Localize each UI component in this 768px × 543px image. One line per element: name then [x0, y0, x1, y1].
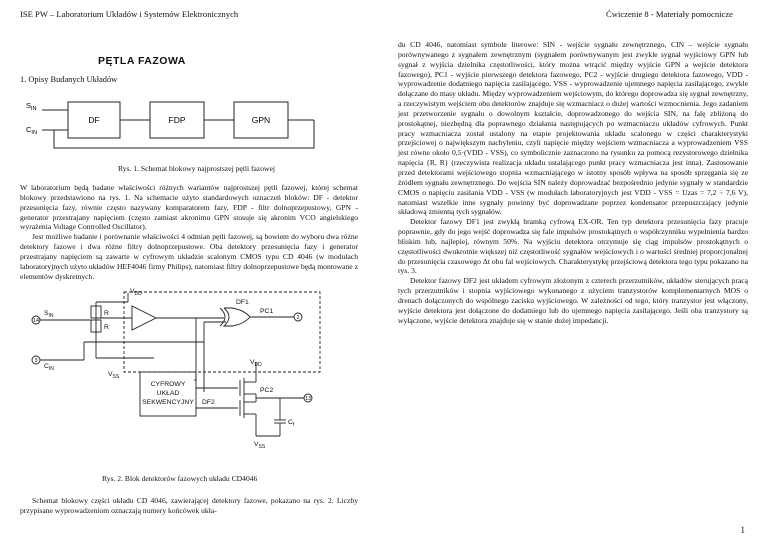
block-df: DF — [88, 115, 100, 125]
seq-line-3: SEKWENCYJNY — [142, 399, 194, 406]
figure-2-caption: Rys. 2. Blok detektorów fazowych układu CD4046 — [102, 474, 258, 483]
running-header-left: ISE PW – Laboratorium Układów i Systemów Elektronicznych — [20, 9, 239, 19]
vdd-label-mid: $V_{DD}$ — [250, 359, 262, 368]
resistor-bottom-label: R — [104, 324, 109, 331]
pc1-label: PC1 — [260, 308, 274, 315]
left-column-body — [20, 183, 358, 281]
pin-14: 14 — [32, 318, 40, 324]
paragraph-pin-description: du CD 4046, natomiast symbole literowe: SIN - wejście sygnału zewnętrznego, CIN – wejście sygnału porównywanego z sygnałem zewnętrznym (sygnałem porównywanym jest zwykle sygnał wyjściowy GPN lub sygnał z wyjścia dzielnika częstotliwości, który można wtrącić między wyjście GPN a wejście detektora fazowego), PC1 - wyjście pierwszego detektora fazowego, PC2 - wyjście drugiego detektora fazowego, VDD - wyprowadzenie dodatniego napięcia zasilającego, VSS - wyprowadzenie ujemnego napięcia zasilającego, zwykle dołączane do masy układu. Między wyprowadzeniem wejściowym, do którego doprowadza się sygnał zewnętrzny, a rzeczywistym wejściem obu detektorów znajduje się wzmacniacz o dużej wartości wzmocnienia. Jego zadaniem jest przetworzenie sygnału o dowolnym kształcie, doprowadzonego do wejścia SIN, na falę zbliżoną do prostokątnej, niezbędną dla poprawnego działania następujących po wzmacniaczu układów cyfrowych. Punkt pracy wzmacniacza został ustalony na etapie projektowania układu scalonego w części charakterystyki przejściowej o największym nachyleniu, czyli napięcie między wejściem wzmacniacza a wyprowadzeniem VSS jest równe około 0,5·(VDD - VSS), co symbolicznie zaznaczono na rysunku za pomocą rezystorowego dzielnika napięcia {R, R} (rzeczywista realizacja układu ustalającego punkt pracy wzmacniacza jest inna). Zastosowanie przed detektorami wejściowego stopnia wzmacniającego w istotny sposób wpływa na sposób sprzęgania się ze źródłem sygnału zewnętrznego. Do wejścia SIN należy doprowadzać bezpośrednio jedynie sygnały w standardzie CMOS o napięciu zasilania VDD - VSS (w modułach laboratoryjnych jest VDD - VSS = Uzas = 7,2 ÷ 7,6 V), natomiast wszelkie inne sygnały powinny być doprowadzane poprzez kondensator przepuszczający jedynie składową zmienną tych sygnałów. — [398, 40, 748, 217]
cf-label: $C_f$ — [288, 419, 295, 428]
df2-label: DF2 — [202, 399, 215, 406]
paragraph-df1: Detektor fazowy DF1 jest zwykłą bramką cyfrową EX-OR. Ten typ detektora przesunięcia fazy pracuje poprawnie, gdy do jego wejść doprowadza się fale impulsów prostokątnych o współczynniku wypełnienia bardzo bliskim lub, najlepiej, równym 50%. Na wyjściu detektora otrzymuje się ciąg impulsów prostokątnych o częstotliwości dwukrotnie większej niż częstotliwość sygnałów wejściowych i o wartości średniej proporcjonalnej do przesunięcia czasowego Δt obu fal wejściowych. Charakterystykę przejściową detektora tego typu pokazano na rys. 3. — [398, 217, 748, 276]
paragraph-figure2-ref: Schemat blokowy części układu CD 4046, zawierającej detektory fazowe, pokazano na rys. 2. Liczby przypisane wyprowadzeniom oznaczają numery końcówek ukła- — [20, 496, 358, 515]
running-header-right: Ćwiczenie 8 - Materiały pomocnicze — [606, 9, 733, 19]
sin-pin-label: $S_{IN}$ — [44, 310, 54, 319]
pc2-label: PC2 — [260, 387, 274, 394]
vss-label-left: $V_{SS}$ — [108, 371, 120, 380]
page-number: 1 — [740, 525, 745, 535]
paragraph-df2: Detektor fazowy DF2 jest układem cyfrowym złożonym z czterech przerzutników, układów sterujących pracą tych przerzutników i stopnia wyjściowego wykonanego z użyciem tranzystorów komplementarnych MOS o drenach dołączonych do wspólnego zacisku wyjściowego. W zależności od tego, który tranzystor jest włączony, wyjście detektora jest dołączone do dodatniego lub do ujemnego napięcia zasilającego. Jeśli oba tranzystory są wyłączone, wyjście detektora znajduje się w stanie dużej impedancji. — [398, 276, 748, 325]
vdd-label-top: $V_{DD}$ — [130, 288, 142, 297]
figure-2-detector-schematic — [24, 284, 354, 454]
pin-13: 13 — [304, 396, 312, 402]
seq-line-2: UKŁAD — [156, 390, 180, 397]
section-heading: 1. Opisy Budanych Układów — [20, 75, 118, 84]
right-column-body — [398, 40, 748, 325]
cin-label: $C_{IN}$ — [26, 125, 37, 136]
figure-1-block-diagram — [28, 94, 340, 154]
pin-2: 2 — [296, 315, 300, 321]
pin-3: 3 — [34, 358, 38, 364]
page-title: PĘTLA FAZOWA — [98, 55, 186, 67]
vss-label-bottom: $V_{SS}$ — [254, 441, 266, 450]
left-column-tail — [20, 496, 358, 516]
paragraph-variants: Jest możliwe badanie i porównanie właściwości 4 odmian pętli fazowej, są bowiem do wyboru dwa różne detektory fazowe i dwa różne filtry dolnoprzepustowe. Oba detektory przesunięcia fazy i generator przestrajany napięciem są zawarte w cyfrowym układzie scalonym CMOS typu CD 4046 (w modułach laboratoryjnych użyto układów HEF4046 firmy Philips), natomiast filtry dolnoprzepustowe będą montowane z elementów dyskretnych. — [20, 232, 358, 281]
paragraph-intro: W laboratorium będą badane właściwości różnych wariantów najprostszej pętli fazowej, której schemat blokowy przedstawiono na rys. 1. Na schemacie użyto standardowych oznaczeń bloków: DF - detektor przesunięcia fazy, równie często nazywany komparatorem fazy, FDP - filtr dolnoprzepustowy, GPN - generator przestrajany napięciem (często zamiast akronimu GPN stosuje się akronim VCO angielskiego wyrażenia Voltage Controlled Oscillator). — [20, 183, 358, 232]
block-fdp: FDP — [168, 115, 186, 125]
block-gpn: GPN — [251, 115, 271, 125]
resistor-top-label: R — [104, 310, 109, 317]
seq-line-1: CYFROWY — [150, 381, 186, 388]
cin-pin-label: $C_{IN}$ — [44, 363, 54, 372]
sin-label: $S_{IN}$ — [26, 101, 37, 112]
df1-label: DF1 — [236, 299, 249, 306]
figure-1-caption: Rys. 1. Schemat blokowy najprostszej pętli fazowej — [118, 164, 276, 173]
